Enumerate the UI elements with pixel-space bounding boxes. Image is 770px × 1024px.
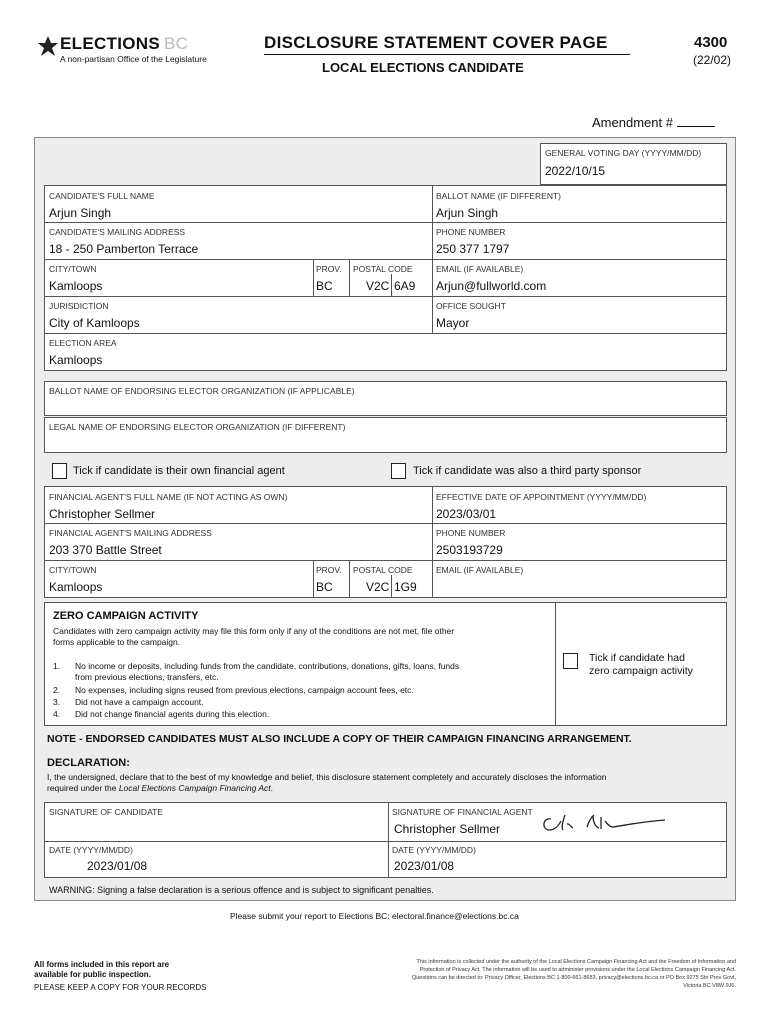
election-area-value[interactable]: Kamloops bbox=[49, 353, 103, 367]
candidate-name-value[interactable]: Arjun Singh bbox=[49, 206, 112, 220]
jurisdiction-value[interactable]: City of Kamloops bbox=[49, 316, 140, 330]
agent-phone-label: PHONE NUMBER bbox=[436, 528, 506, 538]
ballot-org-field[interactable] bbox=[44, 381, 727, 416]
zero-activity-checkbox[interactable] bbox=[563, 653, 578, 669]
agent-postal-b[interactable]: 1G9 bbox=[394, 580, 417, 594]
ballot-org-label: BALLOT NAME OF ENDORSING ELECTOR ORGANIZATION (IF APPLICABLE) bbox=[49, 386, 355, 396]
ballot-name-value[interactable]: Arjun Singh bbox=[436, 206, 499, 220]
voting-day-field[interactable] bbox=[540, 143, 727, 185]
candidate-email-value[interactable]: Arjun@fullworld.com bbox=[436, 279, 547, 293]
date-1-value[interactable]: 2023/01/08 bbox=[87, 859, 148, 873]
form-number: 4300 bbox=[694, 34, 728, 51]
election-area-label: ELECTION AREA bbox=[49, 338, 117, 348]
privacy-notice: This information is collected under the authority of the Local Elections Campaign Financing Act and the Freedom of Information and Protection of Privacy Act. The information will be used to administer provisions under the Local Elections Campaign Financing Act. Questions can be directed to: Privacy Officer, Elections BC 1-800-661-8683, privacy@elections.bc.ca or PO Box 9275 Stn Prov Govt, Victoria BC V8W 9J6. bbox=[411, 959, 736, 989]
zero-intro-1: Candidates with zero campaign activity may file this form only if any of the conditions are not met, file other bbox=[53, 626, 455, 636]
candidate-mailing-value[interactable]: 18 - 250 Pamberton Terrace bbox=[49, 242, 199, 256]
public-notice-2: available for public inspection. bbox=[34, 970, 151, 979]
agent-prov-label: PROV. bbox=[316, 565, 342, 575]
financial-agent-section bbox=[44, 486, 727, 598]
page-subtitle: LOCAL ELECTIONS CANDIDATE bbox=[322, 60, 524, 75]
agent-name-label: FINANCIAL AGENT'S FULL NAME (IF NOT ACTING AS OWN) bbox=[49, 492, 288, 502]
candidate-phone-label: PHONE NUMBER bbox=[436, 227, 506, 237]
declaration-title: DECLARATION: bbox=[47, 757, 130, 769]
agent-prov-value[interactable]: BC bbox=[316, 580, 333, 594]
zero-item-1: 1. No income or deposits, including funds from the candidate, contributions, donations, gifts, loans, funds from previous elections, transfers, etc. bbox=[53, 661, 460, 682]
signature-section bbox=[44, 802, 727, 878]
warning-text: WARNING: Signing a false declaration is a serious offence and is subject to significant penalties. bbox=[49, 885, 434, 895]
own-agent-label: Tick if candidate is their own financial agent bbox=[73, 465, 285, 477]
logo-text: ELECTIONS BC bbox=[60, 34, 189, 53]
declaration-text-2: required under the Local Elections Campaign Financing Act. bbox=[47, 783, 274, 793]
candidate-postal-label: POSTAL CODE bbox=[353, 264, 413, 274]
submit-instructions: Please submit your report to Elections BC: electoral.finance@elections.bc.ca bbox=[230, 911, 519, 921]
agent-city-value[interactable]: Kamloops bbox=[49, 580, 103, 594]
candidate-city-value[interactable]: Kamloops bbox=[49, 279, 103, 293]
voting-day-value: 2022/10/15 bbox=[545, 164, 606, 178]
candidate-city-label: CITY/TOWN bbox=[49, 264, 97, 274]
agent-postal-a[interactable]: V2C bbox=[366, 580, 390, 594]
candidate-email-label: EMAIL (IF AVAILABLE) bbox=[436, 264, 524, 274]
voting-day-label: GENERAL VOTING DAY (YYYY/MM/DD) bbox=[545, 148, 702, 158]
zero-item-2: 2. No expenses, including signs reused from previous elections, campaign account fees, etc. bbox=[53, 685, 414, 695]
agent-email-label: EMAIL (IF AVAILABLE) bbox=[436, 565, 524, 575]
public-notice-1: All forms included in this report are bbox=[34, 960, 170, 969]
candidate-prov-value[interactable]: BC bbox=[316, 279, 333, 293]
zero-item-3: 3. Did not have a campaign account. bbox=[53, 697, 204, 707]
agent-phone-value[interactable]: 2503193729 bbox=[436, 543, 503, 557]
zero-item-4: 4. Did not change financial agents during this election. bbox=[53, 709, 270, 719]
date-2-value[interactable]: 2023/01/08 bbox=[394, 859, 455, 873]
declaration-text-1: I, the undersigned, declare that to the best of my knowledge and belief, this disclosure statement completely and accurately discloses the information bbox=[47, 772, 607, 782]
amendment-field[interactable]: Amendment # bbox=[592, 115, 715, 130]
candidate-postal-a[interactable]: V2C bbox=[366, 279, 390, 293]
third-party-label: Tick if candidate was also a third party sponsor bbox=[413, 465, 642, 477]
office-value[interactable]: Mayor bbox=[436, 316, 470, 330]
elections-bc-logo-icon bbox=[36, 36, 60, 58]
form-panel bbox=[34, 137, 736, 901]
agent-name-value[interactable]: Christopher Sellmer bbox=[49, 507, 156, 521]
sig-candidate-label: SIGNATURE OF CANDIDATE bbox=[49, 807, 163, 817]
office-label: OFFICE SOUGHT bbox=[436, 301, 506, 311]
legal-org-label: LEGAL NAME OF ENDORSING ELECTOR ORGANIZATION (IF DIFFERENT) bbox=[49, 422, 346, 432]
endorsed-note: NOTE - ENDORSED CANDIDATES MUST ALSO INCLUDE A COPY OF THEIR CAMPAIGN FINANCING ARRANGEMENT. bbox=[47, 733, 632, 745]
candidate-prov-label: PROV. bbox=[316, 264, 342, 274]
sig-agent-label: SIGNATURE OF FINANCIAL AGENT bbox=[392, 807, 533, 817]
candidate-section bbox=[44, 185, 727, 371]
candidate-postal-b[interactable]: 6A9 bbox=[394, 279, 416, 293]
candidate-name-label: CANDIDATE'S FULL NAME bbox=[49, 191, 155, 201]
jurisdiction-label: JURISDICTION bbox=[49, 301, 109, 311]
zero-intro-2: forms applicable to the campaign. bbox=[53, 637, 181, 647]
ballot-name-label: BALLOT NAME (IF DIFFERENT) bbox=[436, 191, 561, 201]
legal-org-field[interactable] bbox=[44, 417, 727, 453]
sig-agent-name[interactable]: Christopher Sellmer bbox=[394, 822, 501, 836]
agent-date-value[interactable]: 2023/03/01 bbox=[436, 507, 497, 521]
logo-tagline: A non-partisan Office of the Legislature bbox=[60, 54, 207, 64]
page-title: DISCLOSURE STATEMENT COVER PAGE bbox=[264, 33, 608, 52]
agent-city-label: CITY/TOWN bbox=[49, 565, 97, 575]
zero-campaign-title: ZERO CAMPAIGN ACTIVITY bbox=[53, 610, 199, 622]
zero-activity-label-2: zero campaign activity bbox=[589, 665, 693, 677]
agent-mailing-label: FINANCIAL AGENT'S MAILING ADDRESS bbox=[49, 528, 212, 538]
third-party-checkbox[interactable] bbox=[391, 463, 406, 479]
agent-date-label: EFFECTIVE DATE OF APPOINTMENT (YYYY/MM/DD) bbox=[436, 492, 647, 502]
agent-postal-label: POSTAL CODE bbox=[353, 565, 413, 575]
zero-activity-label-1: Tick if candidate had bbox=[589, 652, 685, 664]
title-divider bbox=[264, 54, 630, 55]
own-agent-checkbox[interactable] bbox=[52, 463, 67, 479]
form-version: (22/02) bbox=[693, 53, 732, 67]
candidate-mailing-label: CANDIDATE'S MAILING ADDRESS bbox=[49, 227, 186, 237]
candidate-phone-value[interactable]: 250 377 1797 bbox=[436, 242, 510, 256]
keep-copy-notice: PLEASE KEEP A COPY FOR YOUR RECORDS bbox=[34, 983, 207, 992]
date-1-label: DATE (YYYY/MM/DD) bbox=[49, 845, 133, 855]
zero-campaign-section bbox=[44, 602, 727, 726]
agent-signature-icon bbox=[539, 809, 671, 835]
date-2-label: DATE (YYYY/MM/DD) bbox=[392, 845, 476, 855]
agent-mailing-value[interactable]: 203 370 Battle Street bbox=[49, 543, 162, 557]
